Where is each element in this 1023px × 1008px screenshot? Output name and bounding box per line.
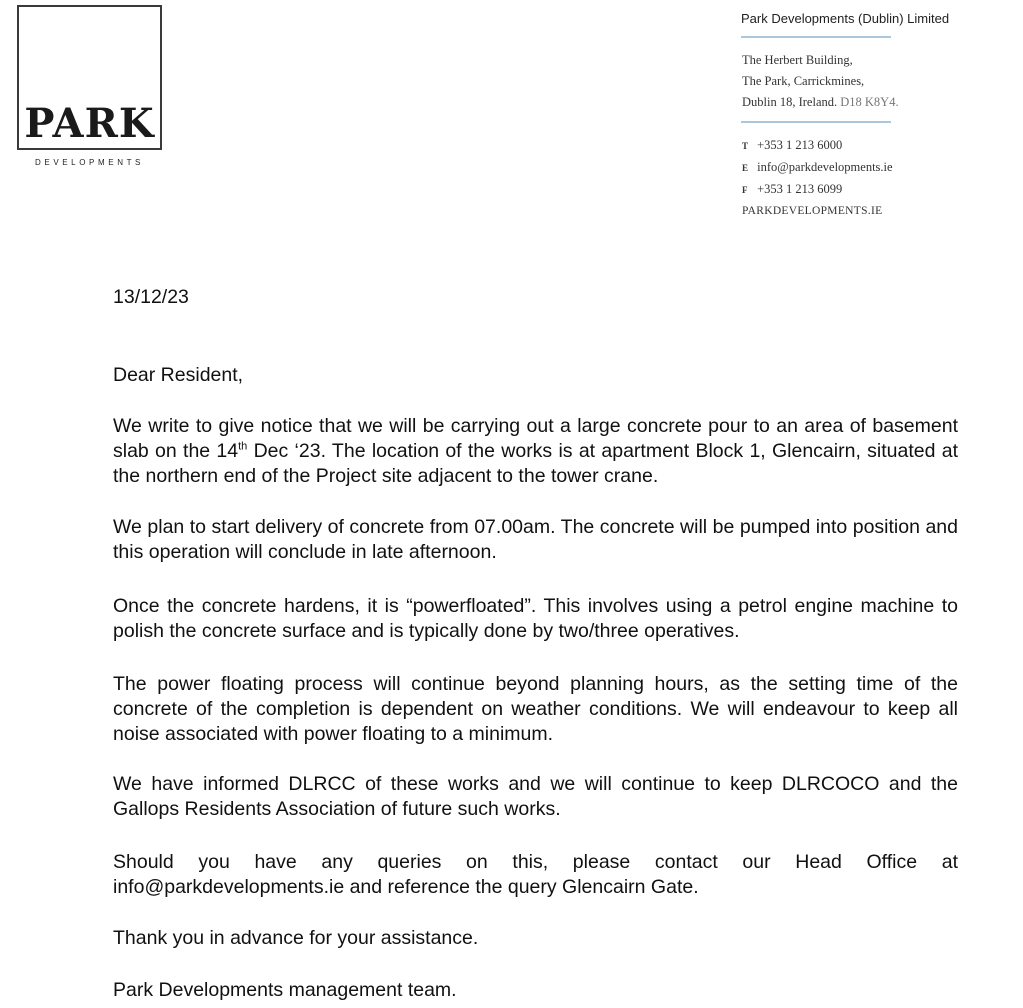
paragraph-7: Thank you in advance for your assistance. (113, 927, 479, 949)
logo-subtitle: DEVELOPMENTS (35, 158, 144, 167)
email-row (742, 157, 893, 179)
paragraph-5: We have informed DLRCC of these works and we will continue to keep DLRCOCO and the Gallops Residents Association of future such works. (113, 773, 958, 820)
contact-block (742, 135, 893, 222)
phone-number: +353 1 213 6000 (757, 138, 843, 152)
paragraph-1: We write to give notice that we will be carrying out a large concrete pour to an area of basement slab on the 14th Dec ‘23. The location of the works is at apartment Block 1, Glencairn, situated at the northern end of the Project site adjacent to the tower crane. (113, 415, 958, 487)
paragraph-2: We plan to start delivery of concrete from 07.00am. The concrete will be pumped into position and this operation will conclude in late afternoon. (113, 516, 958, 563)
divider-rule (741, 36, 891, 38)
address-line: The Park, Carrickmines, (742, 74, 865, 88)
phone-label: T (742, 141, 749, 151)
website-link[interactable]: PARKDEVELOPMENTS.IE (742, 205, 883, 217)
signoff: Park Developments management team. (113, 979, 457, 1001)
fax-row (742, 179, 893, 201)
company-name: Park Developments (Dublin) Limited (741, 11, 950, 26)
paragraph-4: The power floating process will continue beyond planning hours, as the setting time of the concrete of the completion is dependent on weather conditions. We will endeavour to keep all noise associated with power floating to a minimum. (113, 673, 958, 745)
eircode: D18 K8Y4. (840, 95, 899, 109)
letter-date: 13/12/23 (113, 286, 189, 308)
logo-wordmark: PARK (24, 100, 155, 147)
fax-label: F (742, 185, 748, 195)
phone-row (742, 135, 893, 157)
divider-rule (741, 121, 891, 123)
park-logo (17, 5, 162, 150)
address-line: Dublin 18, Ireland. D18 K8Y4. (742, 95, 899, 109)
company-address (742, 50, 899, 113)
paragraph-3: Once the concrete hardens, it is “powerfloated”. This involves using a petrol engine machine to polish the concrete surface and is typically done by two/three operatives. (113, 595, 958, 642)
ordinal-suffix: th (238, 440, 248, 453)
paragraph-6: Should you have any queries on this, please contact our Head Office at info@parkdevelopments.ie and reference the query Glencairn Gate. (113, 851, 958, 898)
salutation: Dear Resident, (113, 364, 244, 386)
fax-number: +353 1 213 6099 (757, 182, 843, 196)
email-label: E (742, 163, 749, 173)
address-line: The Herbert Building, (742, 53, 853, 67)
email-link[interactable]: info@parkdevelopments.ie (757, 160, 893, 174)
